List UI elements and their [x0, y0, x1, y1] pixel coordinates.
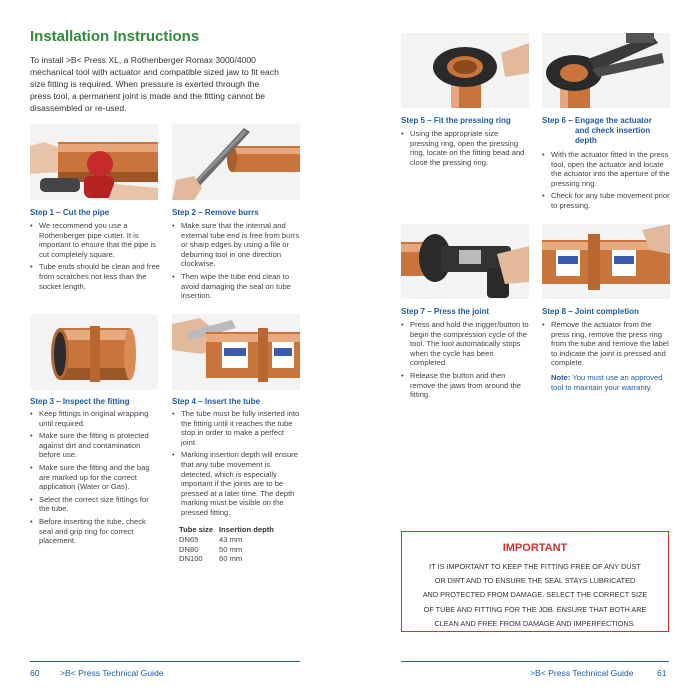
step8-bullets [542, 320, 672, 371]
warranty-note [551, 373, 675, 392]
step7-title: Step 7 – Press the joint [401, 307, 490, 316]
insertion-depth-table [179, 525, 280, 564]
list-item: • Make sure that the internal and external tube end is free from burrs or sharp edges by using a file or deburring tool in one direction clockwise. [172, 221, 302, 269]
step3-fitting-photo [30, 314, 158, 390]
step5-bullets [401, 129, 529, 170]
important-line: IT IS IMPORTANT TO KEEP THE FITTING FREE OF ANY DUST [429, 562, 641, 571]
list-item: • Press and hold the trigger/button to begin the compression cycle of the tool. The tool automatically stops when the cycle has been completed. [401, 320, 531, 368]
step6-actuator-photo [542, 33, 670, 108]
step5-title: Step 5 – Fit the pressing ring [401, 116, 511, 125]
table-header: Tube size [179, 525, 214, 534]
table-cell: DN100 [179, 554, 203, 564]
list-item: • We recommend you use a Rothenberger pipe cutter. It is important to ensure that the pipe is cut completely square. [30, 221, 160, 259]
step8-title: Step 8 – Joint completion [542, 307, 639, 316]
step1-bullets [30, 221, 160, 294]
step6-bullets [542, 150, 670, 214]
list-item: • Then wipe the tube end clean to avoid damaging the seal on tube insertion. [172, 272, 302, 301]
list-item: • Using the appropriate size pressing ring, open the pressing ring, locate on the fitting bead and close the pressing ring. [401, 129, 529, 167]
table-cell: 60 mm [219, 554, 243, 564]
list-item: • Make sure the fitting and the bag are marked up for the correct application (Water or Gas). [30, 463, 160, 492]
step7-press-joint-photo [401, 224, 529, 299]
step8-completion-photo [542, 224, 670, 299]
step3-title: Step 3 – Inspect the fitting [30, 397, 130, 406]
list-item: • With the actuator fitted in the press tool, open the actuator and locate the actuator into the aperture of the pressing ring. [542, 150, 670, 188]
table-cell: 43 mm [219, 534, 243, 544]
footer-rule-right [401, 661, 669, 662]
step6-title-line: and check insertion [575, 126, 651, 135]
important-line: CLEAN AND FREE FROM DAMAGE AND IMPERFECTIONS. [434, 618, 636, 628]
important-title: IMPORTANT [502, 542, 568, 554]
table-cell: DN65 [179, 534, 199, 544]
table-row [179, 535, 280, 545]
step6-title-line: depth [575, 136, 597, 145]
note-label: Note: [551, 373, 571, 382]
step5-pressing-ring-photo [401, 33, 529, 108]
table-header: Insertion depth [219, 525, 274, 534]
step4-title: Step 4 – Insert the tube [172, 397, 261, 406]
list-item: • The tube must be fully inserted into the fitting until it reaches the tube stop in order to make a perfect joint. [172, 409, 302, 447]
page-number-left: 60 [30, 668, 40, 678]
intro-paragraph: To install >B< Press XL, a Rothenberger Romax 3000/4000 mechanical tool with actuator and compatible sized jaw to fit each size fitting is required. When pressure is exerted through the press tool, a permanent joint is made and the fitting cannot be disassembled or re-used. [30, 55, 279, 113]
page-title: Installation Instructions [30, 28, 200, 45]
step6-title [542, 116, 672, 146]
list-item: • Select the correct size fittings for the tube. [30, 495, 160, 514]
important-box [401, 531, 669, 632]
step1-title: Step 1 – Cut the pipe [30, 208, 110, 217]
page-number-right: 61 [657, 668, 667, 678]
step2-bullets [172, 221, 302, 304]
step2-deburr-photo [172, 124, 300, 200]
table-cell: 50 mm [219, 544, 243, 554]
table-row [179, 554, 280, 564]
list-item: • Keep fittings in original wrapping until required. [30, 409, 160, 428]
list-item: • Marking insertion depth will ensure that any tube movement is detected, which is especially important if the joints are to be pressed at a later time. The depth marking must be visible on the pressed fitting. [172, 450, 302, 517]
table-cell: DN80 [179, 544, 199, 554]
step4-insert-tube-photo [172, 314, 300, 390]
list-item: • Release the button and then remove the jaws from around the fitting. [401, 371, 531, 400]
important-line: AND PROTECTED FROM DAMAGE. SELECT THE CORRECT SIZE [422, 590, 648, 600]
step1-cut-pipe-photo [30, 124, 158, 200]
step3-bullets [30, 409, 160, 549]
footer-guide-right: >B< Press Technical Guide [530, 668, 634, 678]
list-item: • Make sure the fitting is protected against dirt and contamination before use. [30, 431, 160, 460]
important-text [416, 560, 654, 631]
list-item: • Before inserting the tube, check seal and grip ring for correct placement. [30, 517, 160, 546]
footer-guide-left: >B< Press Technical Guide [60, 668, 164, 678]
table-row [179, 545, 280, 555]
list-item: • Remove the actuator from the press ring, remove the press ring from the tube and remove the label to indicate the joint is pressed and complete. [542, 320, 672, 368]
important-line: OF TUBE AND FITTING FOR THE JOB. ENSURE THAT BOTH ARE [423, 604, 647, 614]
step7-bullets [401, 320, 531, 403]
list-item: • Check for any tube movement prior to pressing. [542, 191, 670, 210]
important-line: OR DIRT AND TO ENSURE THE SEAL STAYS LUBRICATED [434, 576, 636, 586]
step2-title: Step 2 – Remove burrs [172, 208, 259, 217]
step6-title-line: Step 6 – Engage the actuator [542, 116, 652, 125]
note-text: You must use an approved tool to maintain your warranty. [551, 373, 663, 392]
list-item: • Tube ends should be clean and free from scratches not less than the socket length. [30, 262, 160, 291]
footer-rule-left [30, 661, 300, 662]
step4-bullets [172, 409, 302, 521]
